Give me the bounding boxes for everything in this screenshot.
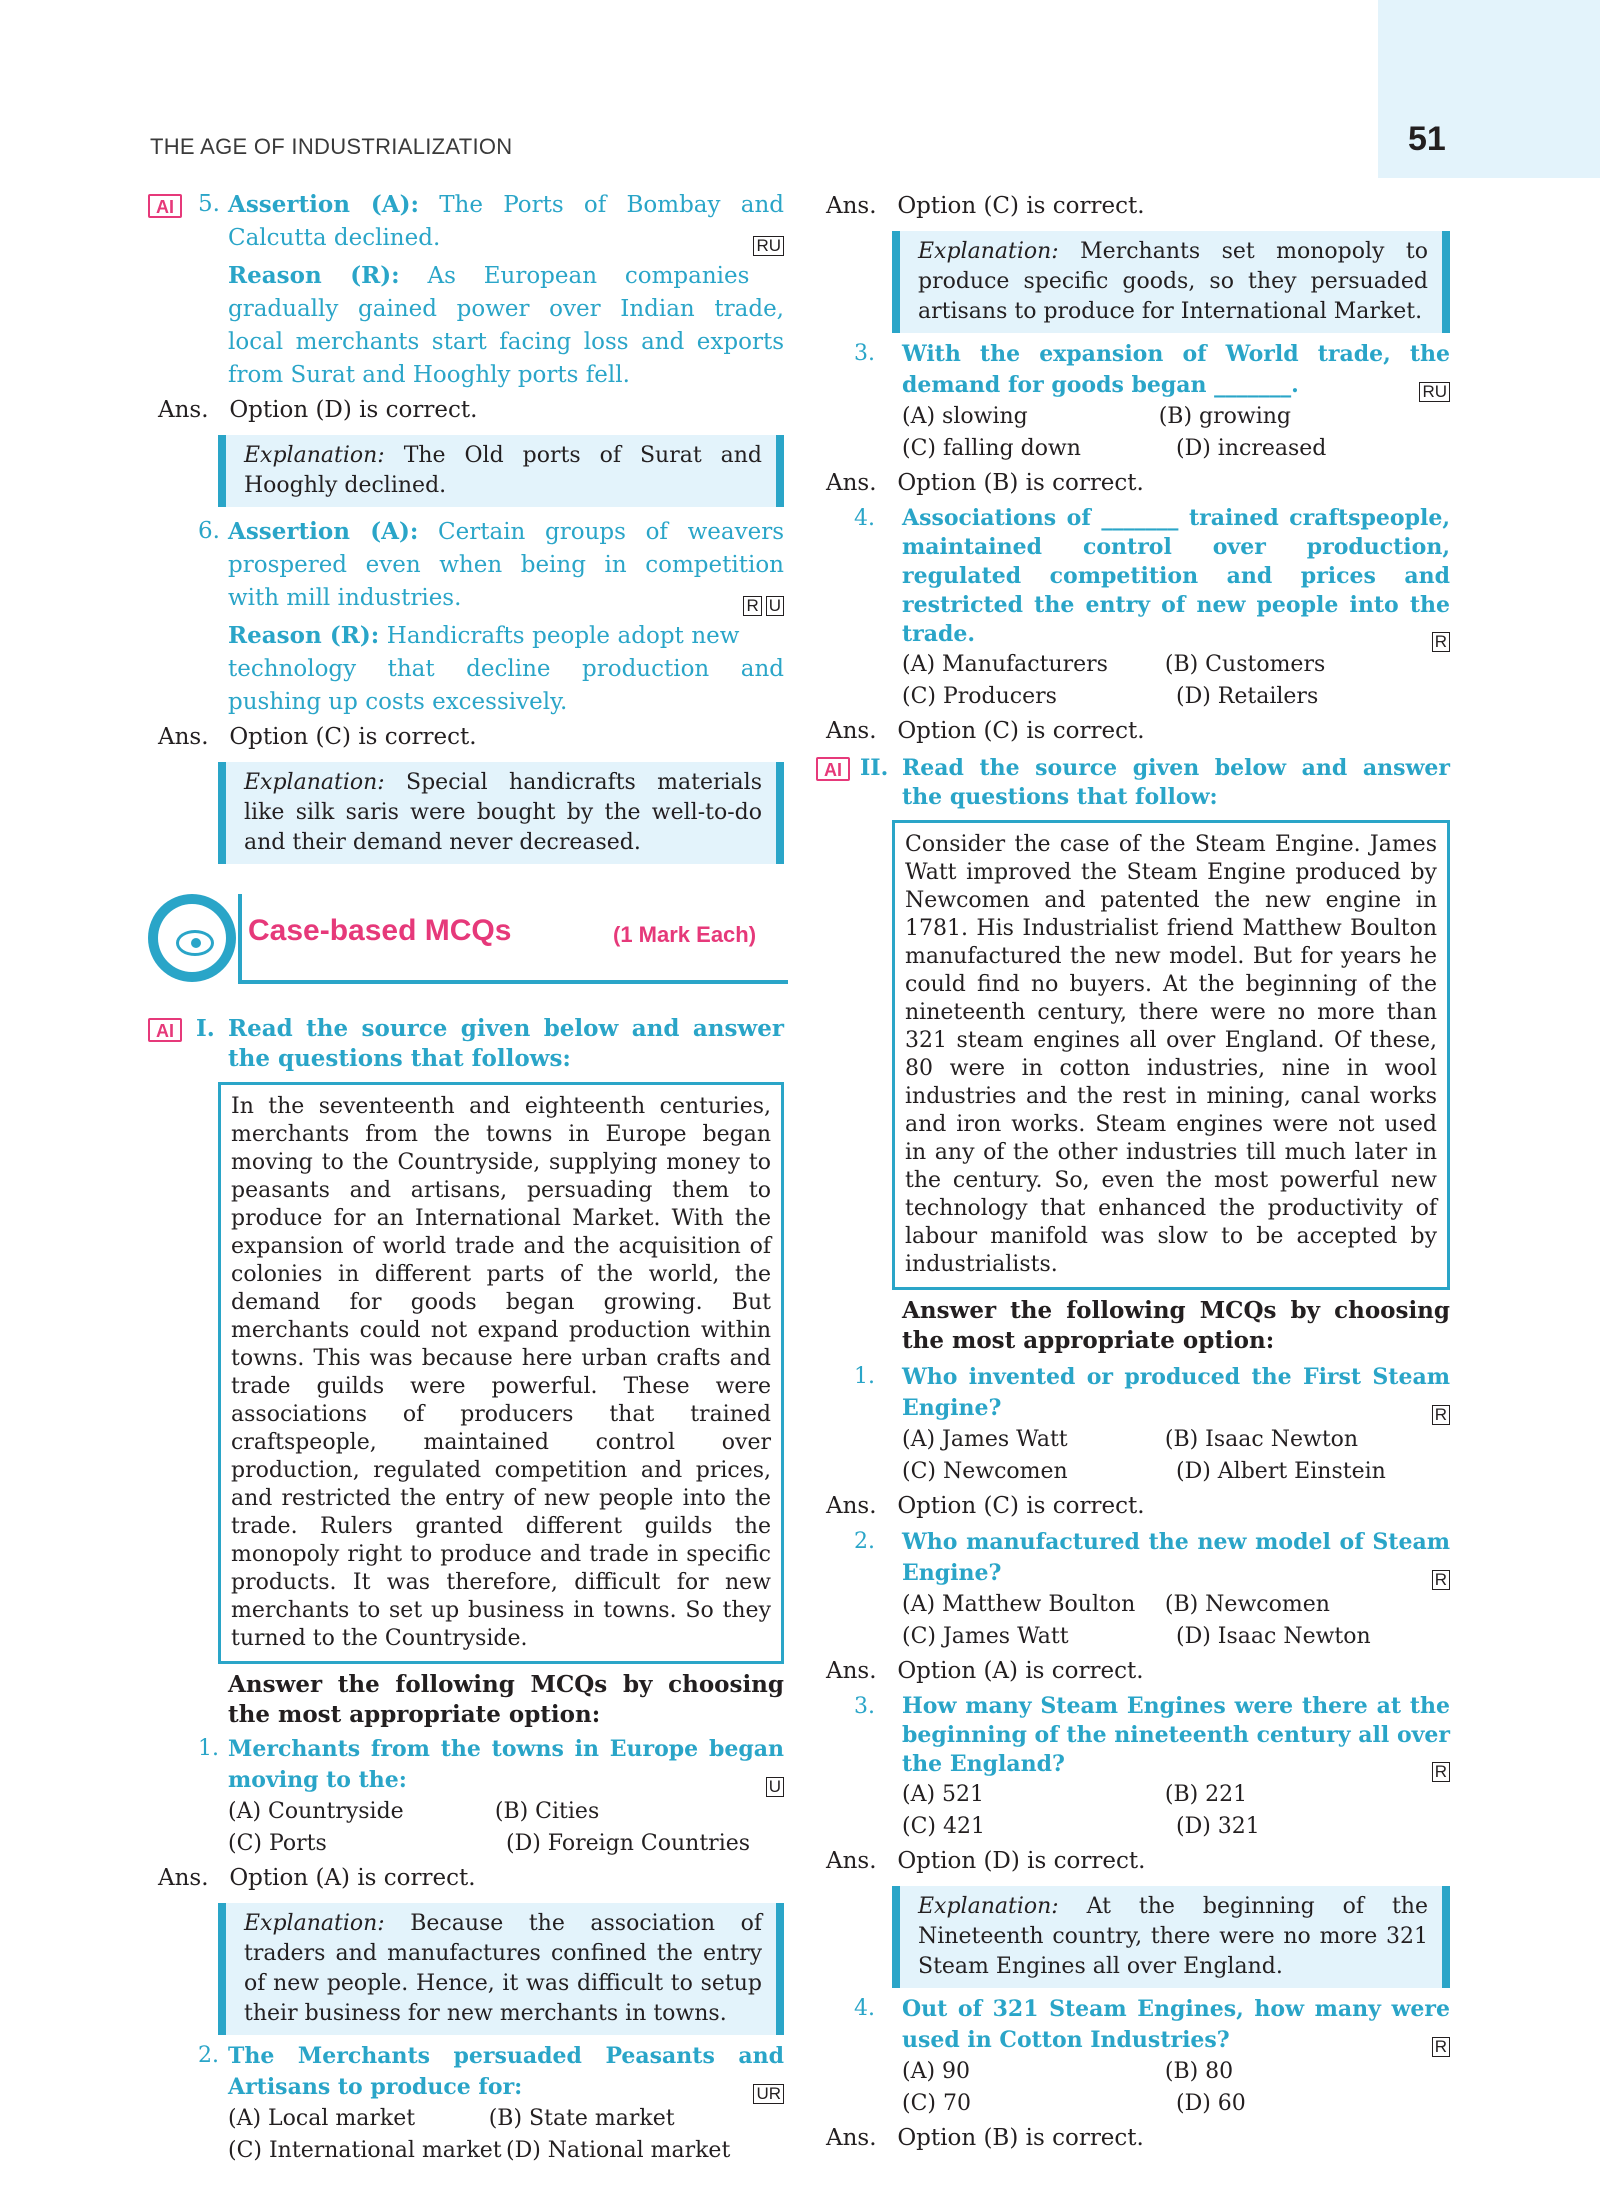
answer-text: Option (C) is correct. — [897, 718, 1145, 744]
option: (A) Local market — [228, 2106, 416, 2131]
question-number: 3. — [854, 341, 875, 366]
explanation-label: Explanation: — [918, 239, 1059, 264]
question-number: 6. — [198, 518, 220, 544]
assertion-text: Certain groups of weavers prospered even when being in competition with mill industries. — [228, 519, 784, 611]
option: (C) Ports — [228, 1831, 327, 1856]
question-number: 5. — [198, 191, 220, 217]
option: (C) Newcomen — [902, 1459, 1068, 1484]
option: (D) increased — [1176, 436, 1327, 461]
option: (A) James Watt — [902, 1427, 1068, 1452]
explanation-text: The Old ports of Surat and Hooghly declined. — [244, 443, 762, 498]
option: (D) Albert Einstein — [1176, 1459, 1386, 1484]
question-number: 1. — [854, 1364, 875, 1389]
explanation-box — [218, 1903, 784, 2035]
explanation-label: Explanation: — [244, 770, 385, 795]
reason-text: Handicrafts people adopt new technology that decline production and pushing up costs excessively. — [228, 623, 784, 715]
option: (C) Producers — [902, 684, 1057, 709]
answer-line — [158, 721, 784, 754]
option: (B) Newcomen — [1164, 1592, 1330, 1617]
answer-text: Option (C) is correct. — [229, 724, 477, 750]
option: (B) growing — [1158, 404, 1292, 429]
reason-label: Reason (R): — [228, 262, 400, 289]
roman-number: II. — [860, 755, 889, 781]
assertion-label: Assertion (A): — [228, 518, 419, 545]
left-column — [148, 188, 784, 2167]
option: (C) James Watt — [902, 1624, 1069, 1649]
reason-text: As European companies gradually gained power over Indian trade, local merchants start facing loss and exports from Surat and Hooghly ports fell. — [228, 263, 784, 388]
answer-text: Option (B) is correct. — [897, 470, 1144, 496]
tag-badge: UR — [753, 2084, 784, 2104]
case-question-3 — [822, 1692, 1450, 1779]
instruction: Answer the following MCQs by choosing the most appropriate option: — [902, 1297, 1450, 1354]
question-number: 2. — [854, 1529, 875, 1554]
option: (A) 521 — [902, 1782, 985, 1807]
options — [902, 2056, 1450, 2120]
answer-label: Ans. — [826, 2125, 877, 2151]
options — [228, 2103, 784, 2167]
answer-label: Ans. — [158, 1865, 209, 1891]
ai-badge: AI — [148, 194, 182, 218]
case-question-1 — [822, 1362, 1450, 1424]
answer-label: Ans. — [826, 470, 877, 496]
section-marks: (1 Mark Each) — [613, 922, 757, 947]
question-text: How many Steam Engines were there at the beginning of the nineteenth century all over the England? — [902, 1693, 1450, 1777]
explanation-label: Explanation: — [244, 443, 385, 468]
case-prompt — [822, 754, 1450, 812]
answer-label: Ans. — [826, 193, 877, 219]
option: (B) Cities — [494, 1799, 600, 1824]
answer-text: Option (D) is correct. — [897, 1848, 1146, 1874]
tag-badge: R — [1432, 1405, 1450, 1425]
question-number: 2. — [198, 2043, 219, 2068]
answer-text: Option (B) is correct. — [897, 2125, 1144, 2151]
case-prompt-text: Read the source given below and answer the questions that follow: — [902, 755, 1450, 810]
eye-icon — [176, 930, 214, 956]
question-text: Associations of _______ trained craftspeople, maintained control over production, regulated competition and prices and restricted the entry of new people into the trade. — [902, 505, 1450, 647]
explanation-label: Explanation: — [244, 1911, 385, 1936]
assertion-text: The Ports of Bombay and Calcutta declined. — [228, 192, 784, 251]
option: (C) International market — [228, 2138, 502, 2163]
options — [902, 1589, 1450, 1653]
answer-line — [158, 394, 784, 427]
question-6 — [148, 515, 784, 719]
options — [902, 1424, 1450, 1488]
source-passage: In the seventeenth and eighteenth centuries, merchants from the towns in Europe began moving to the Countryside, supplying money to peasants and artisans, persuading them to produce for an International Market. With the expansion of world trade and the acquisition of colonies in different parts of the world, the demand for goods began growing. But merchants could not expand production within towns. This was because here urban crafts and trade guilds were powerful. These were associations of producers that trained craftspeople, maintained control over production, regulated competition and prices, and restricted the entry of new people into the trade. Rulers granted different guilds the monopoly right to produce and trade in specific products. It was therefore, difficult for new merchants to set up business in towns. So they turned to the Countryside. — [218, 1082, 784, 1664]
tag-badge: RU — [753, 236, 784, 256]
answer-line — [826, 190, 1450, 223]
question-number: 4. — [854, 1996, 875, 2021]
answer-line — [826, 715, 1450, 748]
question-text: Merchants from the towns in Europe began moving to the: — [228, 1736, 784, 1793]
option: (D) Foreign Countries — [506, 1831, 751, 1856]
option: (B) 80 — [1164, 2059, 1234, 2084]
case-prompt-text: Read the source given below and answer the questions that follows: — [228, 1015, 784, 1072]
answer-label: Ans. — [158, 397, 209, 423]
option: (B) Customers — [1164, 652, 1326, 677]
options — [902, 401, 1450, 465]
option: (A) Countryside — [228, 1799, 404, 1824]
answer-text: Option (C) is correct. — [897, 1493, 1145, 1519]
explanation-text: Because the association of traders and manufactures confined the entry of new people. Hence, it was difficult to setup their business for new merchants in towns. — [244, 1911, 762, 2026]
options — [902, 649, 1450, 713]
option: (D) Isaac Newton — [1176, 1624, 1371, 1649]
tag-badge: U — [766, 596, 784, 616]
option: (C) 421 — [902, 1814, 985, 1839]
option: (A) slowing — [902, 404, 1028, 429]
section-title: Case-based MCQs — [248, 914, 512, 947]
roman-number: I. — [196, 1015, 215, 1042]
answer-text: Option (A) is correct. — [897, 1658, 1144, 1684]
source-passage: Consider the case of the Steam Engine. James Watt improved the Steam Engine produced by Newcomen and patented the new engine in 1781. His Industrialist friend Matthew Boulton manufactured the new model. But for years he could find no buyers. At the beginning of the nineteenth century, there were no more than 321 steam engines all over England. Of these, 80 were in cotton industries, nine in wool industries and the rest in mining, canal works and iron works. Steam engines were not used in any of the other industries till much later in the century. So, even the most powerful new technology that enhanced the productivity of labour manifold was slow to be accepted by industrialists. — [892, 820, 1450, 1290]
tag-badge: R — [1432, 632, 1450, 652]
running-header: THE AGE OF INDUSTRIALIZATION — [150, 134, 513, 159]
question-number: 1. — [198, 1736, 219, 1761]
question-text: Who invented or produced the First Steam Engine? — [902, 1364, 1450, 1421]
option: (A) 90 — [902, 2059, 971, 2084]
answer-text: Option (A) is correct. — [229, 1865, 476, 1891]
option: (D) 60 — [1176, 2091, 1246, 2116]
answer-line — [158, 1862, 784, 1895]
instruction: Answer the following MCQs by choosing the most appropriate option: — [228, 1671, 784, 1728]
option: (B) Isaac Newton — [1164, 1427, 1359, 1452]
case-question-2 — [148, 2041, 784, 2103]
answer-line — [826, 2122, 1450, 2155]
option: (A) Manufacturers — [902, 652, 1108, 677]
section-header — [148, 884, 784, 992]
option: (B) State market — [488, 2106, 675, 2131]
answer-text: Option (D) is correct. — [229, 397, 478, 423]
option: (B) 221 — [1164, 1782, 1248, 1807]
question-number: 3. — [854, 1694, 875, 1719]
tag-badge: U — [766, 1777, 784, 1797]
case-question-1 — [148, 1734, 784, 1796]
answer-line — [826, 467, 1450, 500]
case-question-4 — [822, 1994, 1450, 2056]
option: (D) National market — [506, 2138, 731, 2163]
question-text: Who manufactured the new model of Steam Engine? — [902, 1529, 1450, 1586]
option: (D) Retailers — [1176, 684, 1319, 709]
tag-badge: R — [1432, 1762, 1450, 1782]
right-column — [822, 188, 1450, 2159]
option: (C) 70 — [902, 2091, 971, 2116]
options — [902, 1779, 1450, 1843]
section-icon-circle — [148, 894, 236, 982]
answer-label: Ans. — [158, 724, 209, 750]
page-number: 51 — [1408, 120, 1446, 158]
explanation-box — [892, 1886, 1450, 1988]
option: (D) 321 — [1176, 1814, 1260, 1839]
answer-text: Option (C) is correct. — [897, 193, 1145, 219]
ai-badge: AI — [148, 1018, 182, 1042]
question-3 — [822, 339, 1450, 401]
explanation-box — [218, 435, 784, 507]
options — [228, 1796, 784, 1860]
question-text: The Merchants persuaded Peasants and Artisans to produce for: — [228, 2043, 784, 2100]
ai-badge: AI — [816, 757, 850, 781]
answer-line — [826, 1845, 1450, 1878]
answer-label: Ans. — [826, 1848, 877, 1874]
explanation-box — [892, 231, 1450, 333]
explanation-text: Special handicrafts materials like silk saris were bought by the well-to-do and their demand never decreased. — [244, 770, 762, 855]
option: (C) falling down — [902, 436, 1081, 461]
answer-line — [826, 1655, 1450, 1688]
answer-label: Ans. — [826, 1658, 877, 1684]
question-text: With the expansion of World trade, the demand for goods began _______. — [902, 341, 1450, 398]
answer-label: Ans. — [826, 1493, 877, 1519]
explanation-text: Merchants set monopoly to produce specific goods, so they persuaded artisans to produce for International Market. — [918, 239, 1429, 324]
question-number: 4. — [854, 506, 875, 531]
explanation-label: Explanation: — [918, 1894, 1059, 1919]
question-4 — [822, 504, 1450, 649]
question-text: Out of 321 Steam Engines, how many were used in Cotton Industries? — [902, 1996, 1450, 2053]
answer-line — [826, 1490, 1450, 1523]
tag-badge: R — [1432, 1570, 1450, 1590]
reason-label: Reason (R): — [228, 622, 380, 649]
explanation-text: At the beginning of the Nineteenth country, there were no more 321 Steam Engines all over England. — [918, 1894, 1428, 1979]
tag-badge: R — [743, 596, 761, 616]
answer-label: Ans. — [826, 718, 877, 744]
case-prompt — [148, 1014, 784, 1074]
assertion-label: Assertion (A): — [228, 191, 419, 218]
explanation-box — [218, 762, 784, 864]
case-question-2 — [822, 1527, 1450, 1589]
tag-badge: RU — [1419, 382, 1450, 402]
option: (A) Matthew Boulton — [902, 1592, 1136, 1617]
tag-badge: R — [1432, 2037, 1450, 2057]
question-5 — [148, 188, 784, 392]
